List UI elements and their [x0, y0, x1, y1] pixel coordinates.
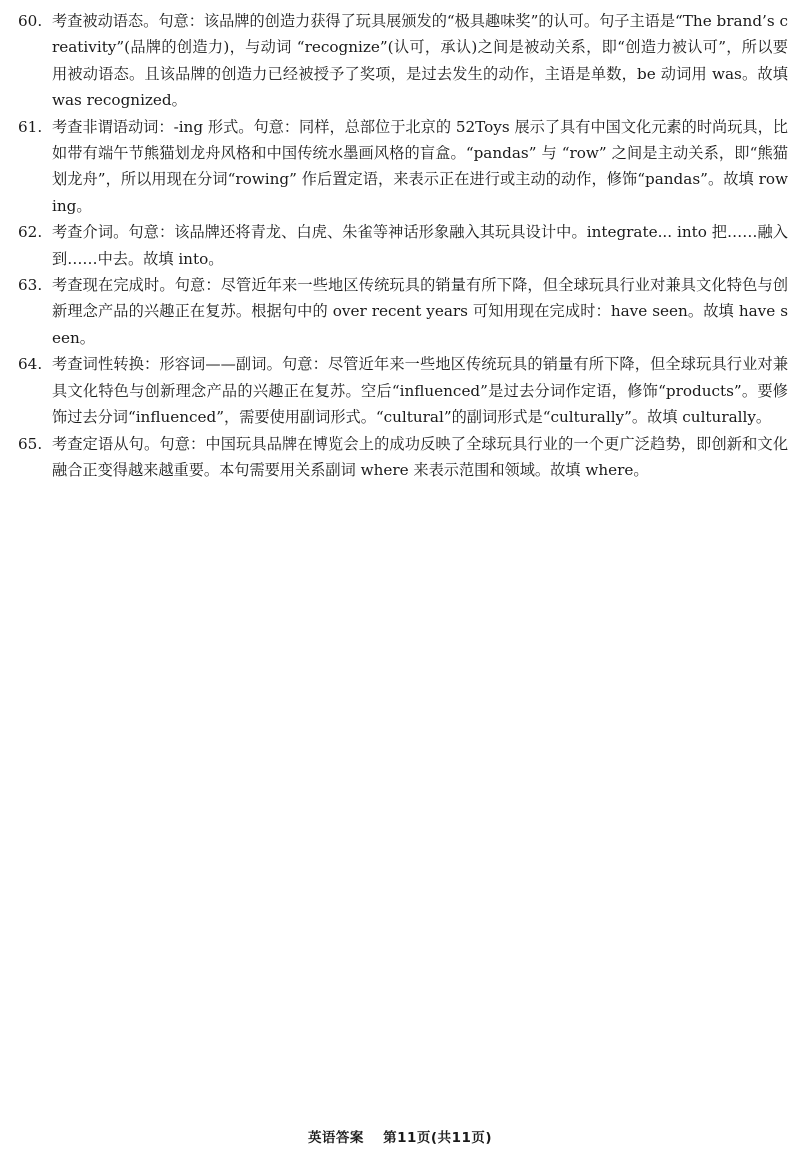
answer-item-60 [18, 8, 788, 114]
answer-explanation: 考查非谓语动词：-ing 形式。句意：同样，总部位于北京的 52Toys 展示了具有中国文化元素的时尚玩具，比如带有端午节熊猫划龙舟风格和中国传统水墨画风格的盲盒。“pandas” 与 “row” 之间是主动关系，即“熊猫划龙舟”，所以用现在分词“rowing” 作后置定语，来表示正在进行或主动的动作，修饰“pandas”。故填 rowing。 [52, 117, 788, 215]
answer-explanation: 考查被动语态。句意：该品牌的创造力获得了玩具展颁发的“极具趣味奖”的认可。句子主语是“The brand’s creativity”(品牌的创造力)，与动词 “recognize”(认可，承认)之间是被动关系，即“创造力被认可”，所以要用被动语态。且该品牌的创造力已经被授予了奖项，是过去发生的动作，主语是单数，be 动词用 was。故填 was recognized。 [52, 12, 789, 110]
question-number: 64. [18, 355, 43, 374]
footer-subject: 英语答案 [307, 1130, 364, 1146]
answer-item-63 [18, 272, 788, 351]
answer-explanation: 考查现在完成时。句意：尽管近年来一些地区传统玩具的销量有所下降，但全球玩具行业对兼具文化特色与创新理念产品的兴趣正在复苏。根据句中的 over recent years 可知用现在完成时：have seen。故填 have seen。 [52, 276, 788, 347]
answer-item-62 [18, 219, 788, 272]
footer-page-number: 第11页(共11页) [383, 1130, 493, 1146]
question-number: 60. [18, 12, 43, 30]
answer-explanation: 考查词性转换：形容词——副词。句意：尽管近年来一些地区传统玩具的销量有所下降，但全球玩具行业对兼具文化特色与创新理念产品的兴趣正在复苏。空后“influenced”是过去分词作定语，修饰“products”。要修饰过去分词“influenced”，需要使用副词形式。“cultural”的副词形式是“culturally”。故填 culturally。 [52, 355, 788, 427]
page-footer [0, 1126, 800, 1146]
answer-explanations [18, 8, 788, 483]
answer-item-61 [18, 114, 788, 220]
answer-explanation: 考查介词。句意：该品牌还将青龙、白虎、朱雀等神话形象融入其玩具设计中。integrate... into 把……融入到……中去。故填 into。 [52, 223, 788, 268]
answer-item-64 [18, 351, 788, 430]
question-number: 61. [18, 117, 43, 136]
question-number: 63. [18, 276, 43, 295]
question-number: 65. [18, 434, 43, 453]
answer-item-65 [18, 431, 788, 484]
question-number: 62. [18, 223, 43, 242]
answer-explanation: 考查定语从句。句意：中国玩具品牌在博览会上的成功反映了全球玩具行业的一个更广泛趋势，即创新和文化融合正变得越来越重要。本句需要用关系副词 where 来表示范围和领域。故填 where。 [52, 434, 788, 479]
